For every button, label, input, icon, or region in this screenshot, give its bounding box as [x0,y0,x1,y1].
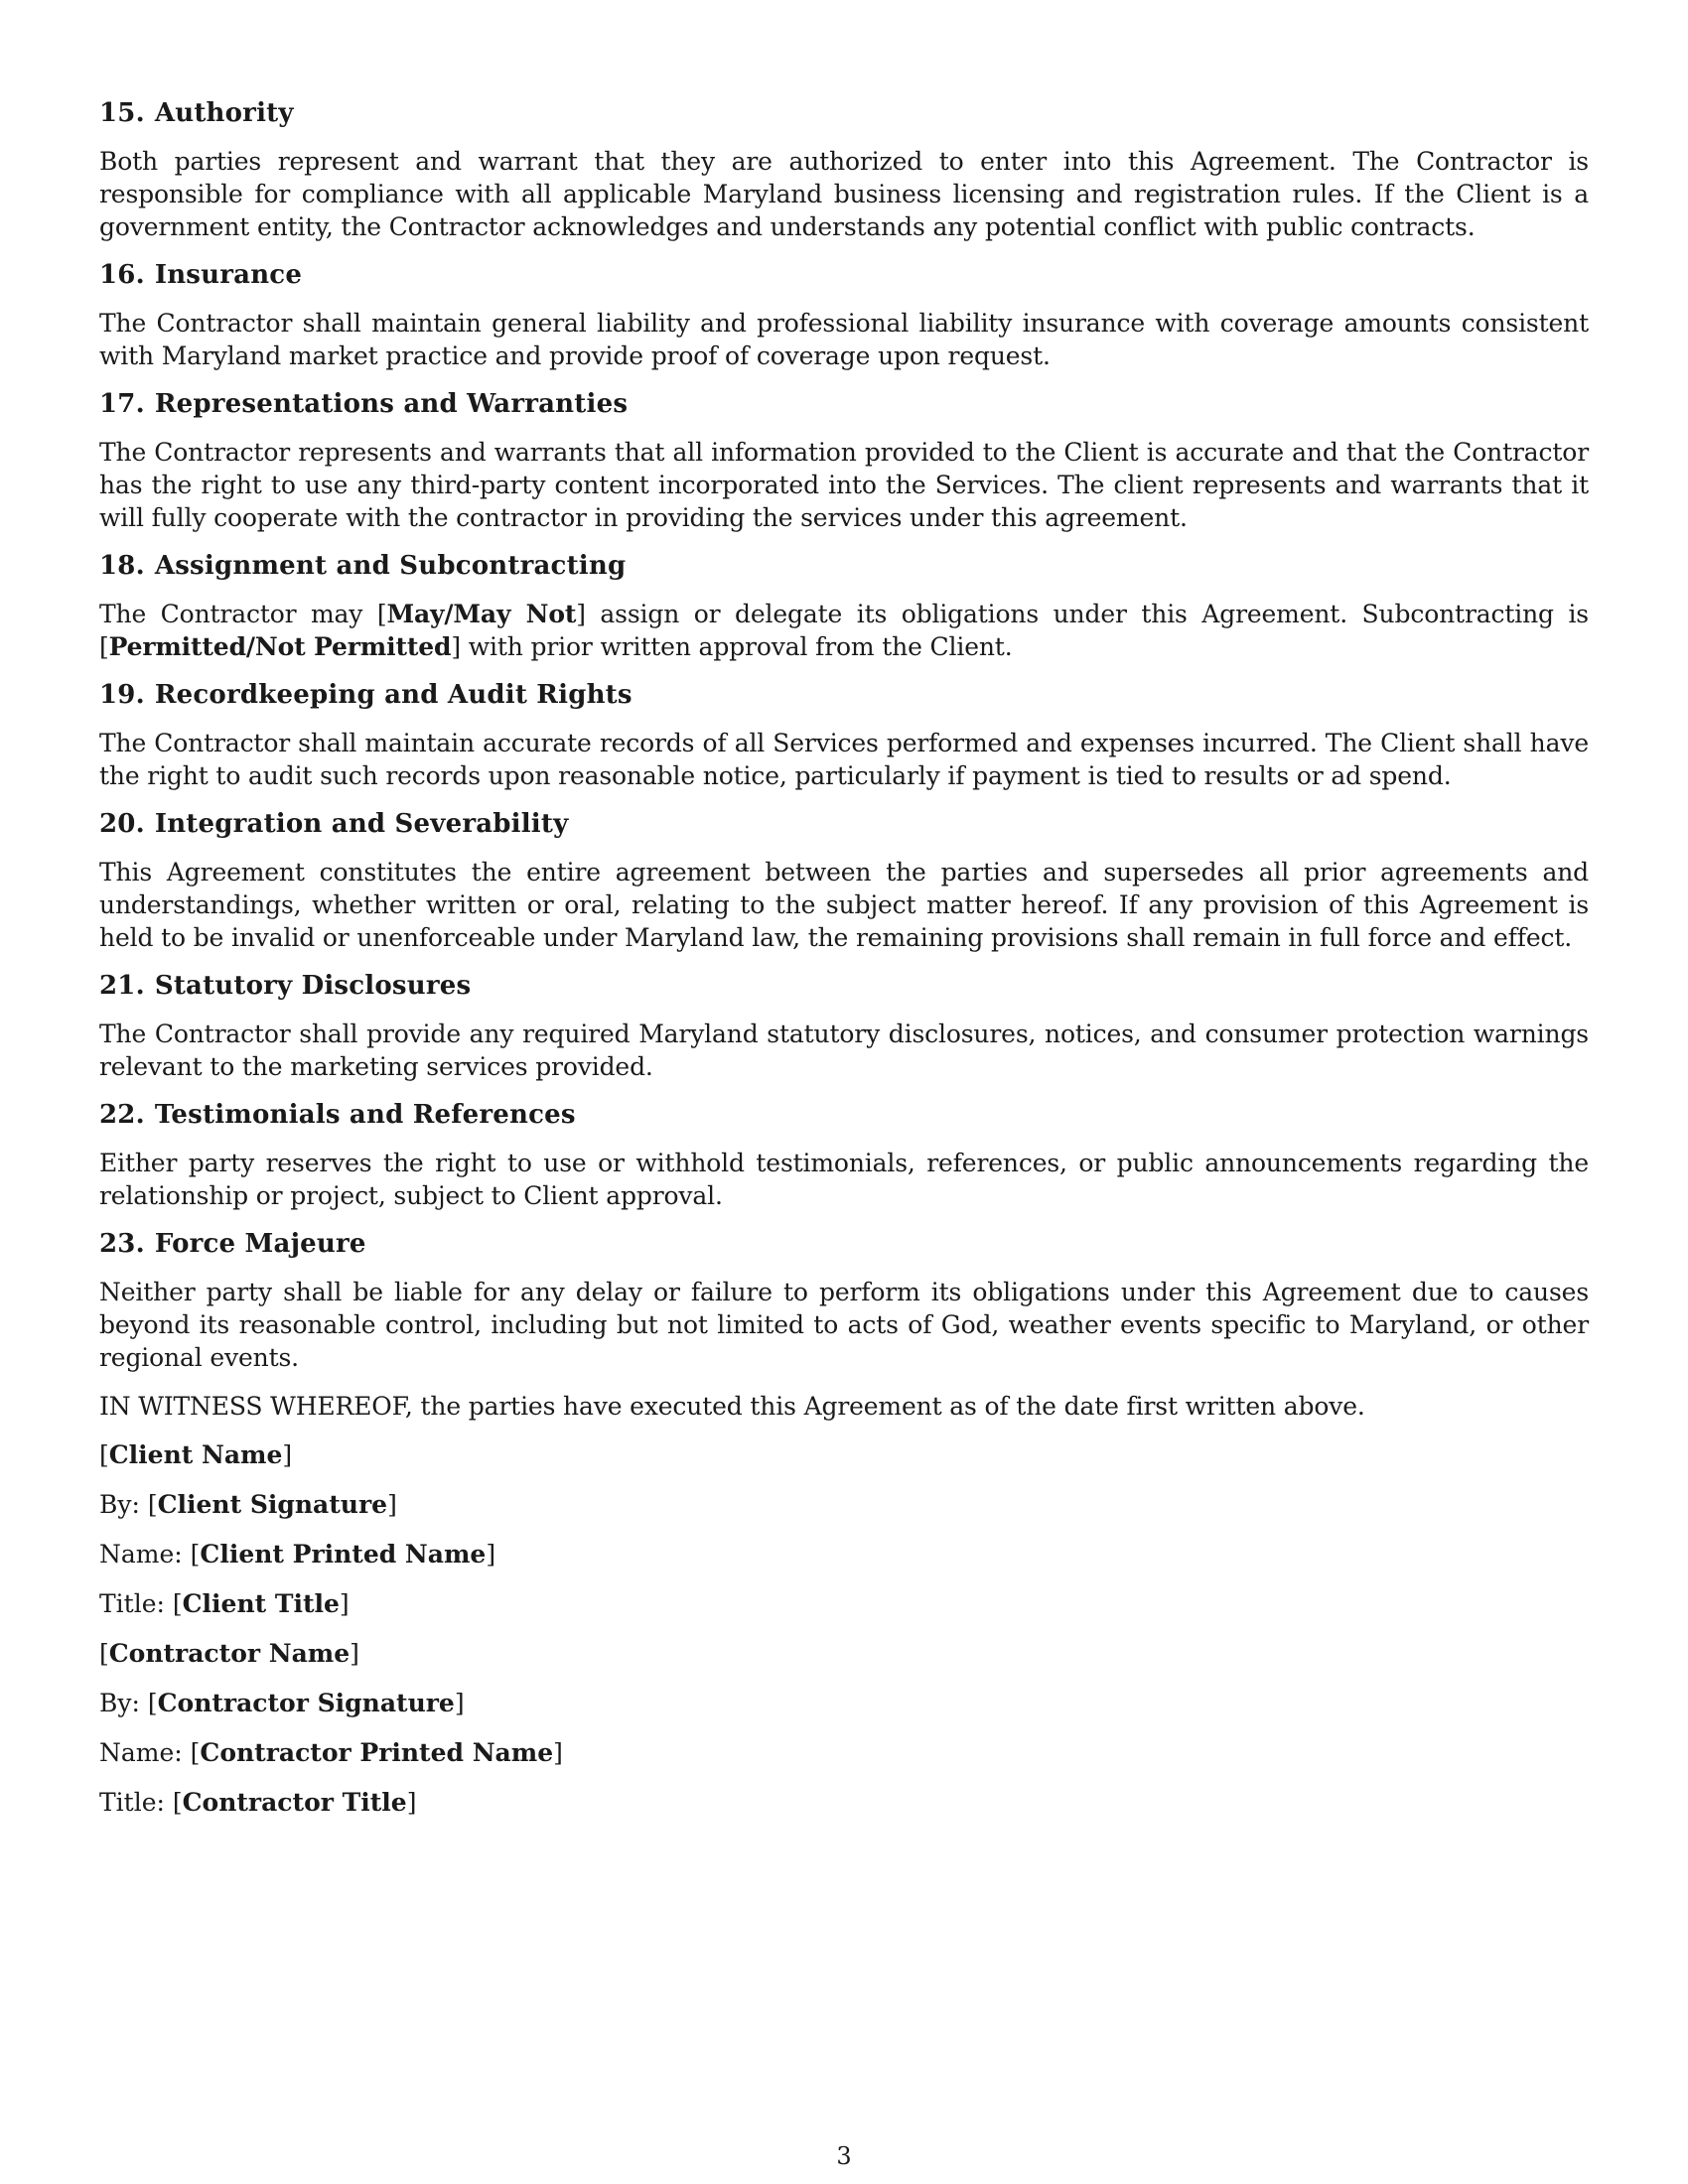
section-force-majeure [99,1228,1589,1374]
page-number: 3 [836,2142,852,2170]
section-body: Both parties represent and warrant that they are authorized to enter into this Agreement. The Contractor is responsible for compliance with all applicable Maryland business licensing and registration rules. If the Client is a government entity, the Contractor acknowledges and understands any potential conflict with public contracts. [99,147,1589,241]
contractor-title-placeholder: Contractor Title [182,1788,407,1817]
section-testimonials [99,1099,1589,1212]
section-heading [99,550,1589,582]
section-title: Statutory Disclosures [154,971,472,1001]
client-signature-placeholder: Client Signature [157,1490,388,1519]
title-label: Title: [99,1589,165,1618]
client-name-line: [Client Name] [99,1440,293,1469]
section-recordkeeping [99,679,1589,792]
contractor-signature-placeholder: Contractor Signature [157,1689,455,1717]
contractor-printed-name-line: Name: [Contractor Printed Name] [99,1738,563,1767]
section-heading [99,259,1589,291]
section-title: Recordkeeping and Audit Rights [154,680,633,710]
by-label: By: [99,1689,140,1717]
client-printed-name-line: Name: [Client Printed Name] [99,1540,496,1569]
section-title: Testimonials and References [154,1100,576,1130]
section-heading [99,970,1589,1002]
section-title: Force Majeure [154,1229,366,1259]
section-title: Representations and Warranties [154,389,629,419]
contractor-name-line: [Contractor Name] [99,1639,359,1668]
section-heading [99,679,1589,711]
section-representations [99,388,1589,534]
section-insurance [99,259,1589,372]
section-statutory-disclosures [99,970,1589,1083]
witness-clause: IN WITNESS WHEREOF, the parties have executed this Agreement as of the date first written above. [99,1392,1365,1421]
client-signature-block [99,1438,1589,1620]
section-number: 20. [99,809,145,839]
subcontracting-option: Permitted/Not Permitted [108,632,452,661]
section-heading [99,97,1589,129]
client-by-line: By: [Client Signature] [99,1490,397,1519]
contractor-by-line: By: [Contractor Signature] [99,1689,465,1717]
name-label: Name: [99,1738,183,1767]
section-body [99,598,1589,663]
contractor-name-placeholder: Contractor Name [108,1639,351,1668]
section-title: Authority [154,98,294,128]
section-title: Integration and Severability [154,809,569,839]
section-number: 18. [99,551,145,581]
client-title-line: Title: [Client Title] [99,1589,350,1618]
section-authority [99,97,1589,243]
section-heading [99,808,1589,840]
section-body: The Contractor represents and warrants that all information provided to the Client is accurate and that the Contractor has the right to use any third-party content incorporated into the Services. The client represents and warrants that it will fully cooperate with the contractor in providing the services under this agreement. [99,438,1589,532]
title-label: Title: [99,1788,165,1817]
section-number: 17. [99,389,145,419]
section-heading [99,1228,1589,1260]
client-printed-name-placeholder: Client Printed Name [200,1540,487,1569]
contractor-printed-name-placeholder: Contractor Printed Name [200,1738,554,1767]
section-assignment [99,550,1589,663]
body-text: ] assign or delegate its obligations under this Agreement. Subcontracting is [ [99,600,1589,661]
client-name-placeholder: Client Name [108,1440,283,1469]
section-body: Either party reserves the right to use or withhold testimonials, references, or public announcements regarding the relationship or project, subject to Client approval. [99,1149,1589,1210]
client-title-placeholder: Client Title [182,1589,340,1618]
by-label: By: [99,1490,140,1519]
section-heading [99,388,1589,420]
section-body: The Contractor shall maintain general liability and professional liability insurance with coverage amounts consistent with Maryland market practice and provide proof of coverage upon request. [99,309,1589,370]
section-body: This Agreement constitutes the entire agreement between the parties and supersedes all prior agreements and understandings, whether written or oral, relating to the subject matter hereof. If any provision of this Agreement is held to be invalid or unenforceable under Maryland law, the remaining provisions shall remain in full force and effect. [99,858,1589,952]
document-page [99,97,1589,1836]
body-text: The Contractor may [ [99,600,387,628]
section-heading [99,1099,1589,1131]
section-body: Neither party shall be liable for any delay or failure to perform its obligations under this Agreement due to causes beyond its reasonable control, including but not limited to acts of God, weather events specific to Maryland, or other regional events. [99,1278,1589,1372]
section-number: 16. [99,260,145,290]
section-integration [99,808,1589,954]
section-body: The Contractor shall maintain accurate records of all Services performed and expenses incurred. The Client shall have the right to audit such records upon reasonable notice, particularly if payment is tied to results or ad spend. [99,729,1589,790]
contractor-signature-block [99,1637,1589,1819]
section-number: 15. [99,98,145,128]
name-label: Name: [99,1540,183,1569]
section-title: Assignment and Subcontracting [154,551,627,581]
section-number: 19. [99,680,145,710]
section-title: Insurance [154,260,303,290]
section-number: 22. [99,1100,145,1130]
body-text: ] with prior written approval from the Client. [451,632,1013,661]
section-body: The Contractor shall provide any required Maryland statutory disclosures, notices, and consumer protection warnings relevant to the marketing services provided. [99,1020,1589,1081]
contractor-title-line: Title: [Contractor Title] [99,1788,417,1817]
assignment-option: May/May Not [386,600,577,628]
section-number: 23. [99,1229,145,1259]
section-number: 21. [99,971,145,1001]
